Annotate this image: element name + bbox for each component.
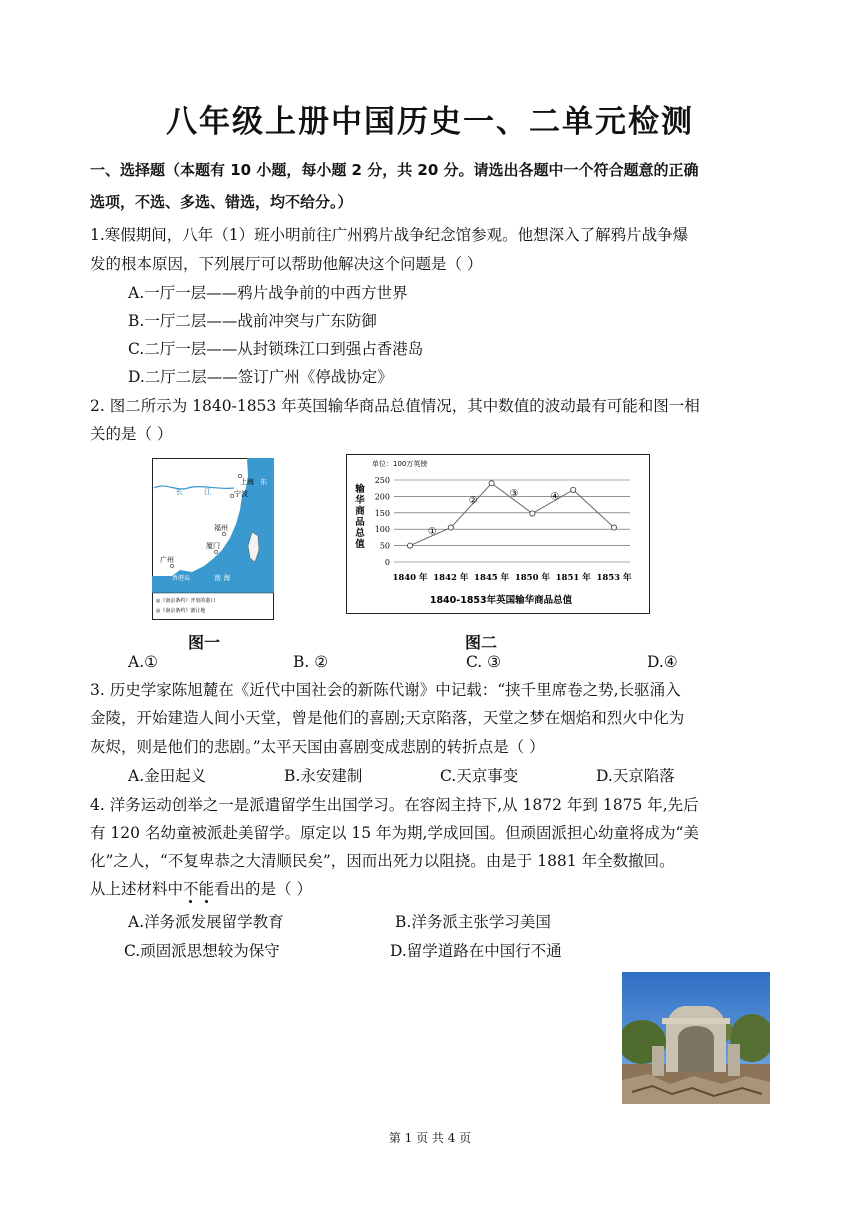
y-axis-label-char: 商 (355, 506, 365, 517)
q1-option-a[interactable]: A.一厅一层——鸦片战争前的中西方世界 (128, 284, 408, 302)
q1-stem-line2: 发的根本原因，下列展厅可以帮助他解决这个问题是（ ） (90, 255, 483, 273)
chart-annotation: ② (468, 495, 478, 507)
y-tick-label: 100 (374, 525, 390, 535)
map-label-river-b: 江 (204, 488, 211, 496)
map-label-shanghai: 上海 (240, 478, 254, 486)
q4-option-c[interactable]: C.顽固派思想较为保守 (124, 942, 280, 960)
q2-option-b[interactable]: B. ② (293, 653, 329, 671)
map-label-east-sea: 东 (260, 478, 267, 486)
q4-stem4-pre: 从上述材料中 (90, 880, 184, 898)
q1-option-c[interactable]: C.二厅一层——从封锁珠江口到强占香港岛 (128, 340, 424, 358)
q3-option-a[interactable]: A.金田起义 (128, 767, 207, 785)
q1-option-d[interactable]: D.二厅二层——签订广州《停战协定》 (128, 368, 393, 386)
figure2-caption: 图二 (465, 633, 498, 652)
q2-stem-line2: 关的是（ ） (90, 425, 173, 443)
map-label-ningbo: 宁波 (234, 490, 248, 498)
q4-option-b[interactable]: B.洋务派主张学习美国 (395, 913, 551, 931)
section-heading-line2: 选项，不选、多选、错选，均不给分。） (90, 193, 353, 211)
chart-annotation: ④ (550, 491, 560, 503)
q2-option-d[interactable]: D.④ (647, 653, 678, 671)
y-tick-label: 150 (374, 508, 390, 518)
map-label-river-a: 长 (176, 488, 183, 496)
y-tick-label: 200 (374, 492, 390, 502)
port-marker (214, 550, 217, 553)
y-tick-label: 250 (374, 476, 390, 485)
x-tick-label: 1840 年 (392, 573, 428, 583)
y-axis-label-char: 品 (355, 517, 365, 528)
q3-option-d[interactable]: D.天京陷落 (596, 767, 675, 785)
section-heading-line1: 一、选择题（本题有 10 小题，每小题 2 分，共 20 分。请选出各题中一个符合题意的正确 (90, 161, 699, 179)
map-label-hongkong: 香港岛 (172, 575, 191, 582)
chart-title: 1840-1853年英国输华商品总值 (429, 595, 573, 606)
q1-option-b[interactable]: B.一厅二层——战前冲突与广东防御 (128, 312, 377, 330)
emphasis-text: 不 (183, 880, 199, 898)
line-chart (346, 454, 650, 614)
data-point (407, 543, 412, 548)
data-point (489, 481, 494, 486)
figure1-caption: 图一 (188, 633, 221, 652)
q3-stem-line3: 灰烬，则是他们的悲剧。”太平天国由喜剧变成悲剧的转折点是（ ） (90, 738, 545, 756)
emphasis-char-bu (183, 880, 199, 898)
port-marker (230, 494, 233, 497)
x-tick-label: 1851 年 (555, 573, 591, 583)
page-title: 八年级上册中国历史一、二单元检测 (166, 104, 694, 140)
y-tick-label: 50 (379, 541, 390, 551)
y-tick-label: 0 (384, 558, 390, 567)
map-label-south-sea: 南 海 (214, 574, 231, 582)
q4-option-a[interactable]: A.洋务派发展留学教育 (128, 913, 284, 931)
map-label-guangzhou: 广州 (160, 556, 174, 564)
q1-stem-line1: 1.寒假期间，八年（1）班小明前往广州鸦片战争纪念馆参观。他想深入了解鸦片战争爆 (90, 226, 689, 244)
x-tick-label: 1850 年 (514, 573, 550, 583)
map-label-xiamen: 厦门 (206, 542, 220, 550)
q4-stem4-post: 看出的是（ ） (214, 880, 312, 898)
map-figure (152, 458, 274, 620)
q2-stem-line1: 2. 图二所示为 1840-1853 年英国输华商品总值情况，其中数值的波动最有可能和图一相 (90, 397, 700, 415)
q3-stem-line1: 3. 历史学家陈旭麓在《近代中国社会的新陈代谢》中记载：“挟千里席卷之势,长驱涌入 (90, 681, 681, 699)
data-point (448, 525, 453, 530)
x-tick-label: 1853 年 (596, 573, 632, 583)
port-marker (222, 532, 225, 535)
y-axis-label-char: 总 (355, 528, 365, 539)
q4-stem-line3: 化”之人，“不复卑恭之大清顺民矣”，因而出死力以阻挠。由是于 1881 年全数撤回。 (90, 852, 675, 870)
data-point (530, 511, 535, 516)
map-legend-ceded: ◎《南京条约》割让地 (156, 608, 206, 614)
chart-unit: 单位：100万英镑 (372, 460, 428, 468)
emphasis-dot (189, 900, 192, 903)
ruins-photo (622, 972, 770, 1104)
q4-option-d[interactable]: D.留学道路在中国行不通 (390, 942, 562, 960)
q3-option-c[interactable]: C.天京事变 (440, 767, 519, 785)
data-point (611, 525, 616, 530)
q3-option-b[interactable]: B.永安建制 (284, 767, 363, 785)
q4-stem-line1: 4. 洋务运动创举之一是派遣留学生出国学习。在容闳主持下,从 1872 年到 1875 年,先后 (90, 796, 699, 814)
data-point (571, 487, 576, 492)
page-footer: 第 1 页 共 4 页 (388, 1131, 472, 1145)
emphasis-char-neng (199, 880, 215, 898)
q4-stem-line4 (90, 879, 312, 899)
q4-stem-line2: 有 120 名幼童被派赴美留学。原定以 15 年为期,学成回国。但顽固派担心幼童将成为“美 (90, 824, 699, 842)
emphasis-text: 能 (198, 880, 215, 898)
chart-ylabel (354, 483, 365, 550)
y-axis-label-char: 输 (355, 484, 365, 495)
chart-annotation: ① (427, 526, 437, 538)
x-tick-label: 1845 年 (474, 573, 510, 583)
port-marker (238, 474, 241, 477)
chart-annotation: ③ (509, 488, 519, 500)
y-axis-label-char: 华 (355, 495, 365, 506)
port-marker (170, 564, 173, 567)
y-axis-label-char: 值 (355, 539, 365, 550)
q2-option-a[interactable]: A.① (128, 653, 159, 671)
q2-option-c[interactable]: C. ③ (466, 653, 502, 671)
emphasis-dot (205, 900, 208, 903)
map-label-fuzhou: 福州 (214, 524, 228, 532)
x-tick-label: 1842 年 (433, 573, 469, 583)
map-legend-ports: ◎《南京条约》开放的港口 (156, 598, 216, 604)
q3-stem-line2: 金陵，开始建造人间小天堂，曾是他们的喜剧;天京陷落，天堂之梦在烟焰和烈火中化为 (90, 709, 685, 727)
